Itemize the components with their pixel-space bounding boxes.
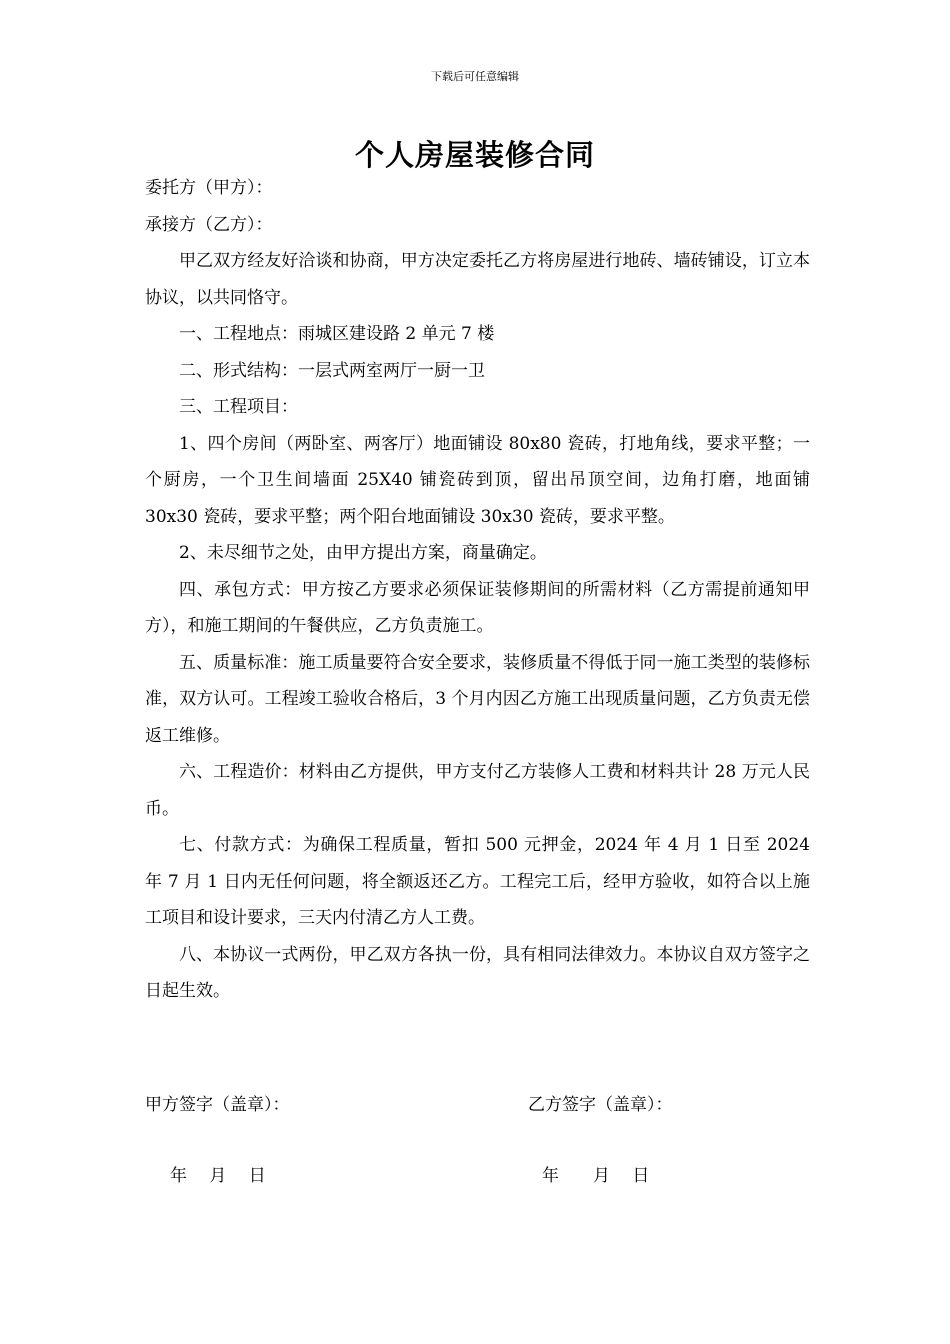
clause-payment: 七、付款方式：为确保工程质量，暂扣 500 元押金，2024 年 4 月 1 日至 2024 年 7 月 1 日内无任何问题，将全额返还乙方。工程完工后，经甲方验收，如符合以上施工项目和设计要求，三天内付清乙方人工费。	[145, 835, 810, 928]
party-a-date: 年 月 日	[170, 1166, 266, 1186]
clause-items-1: 1、四个房间（两卧室、两客厅）地面铺设 80x80 瓷砖，打地角线，要求平整；一个厨房，一个卫生间墙面 25X40 铺瓷砖到顶，留出吊顶空间，边角打磨，地面铺 30x30 瓷砖，要求平整；两个阳台地面铺设 30x30 瓷砖，要求平整。	[145, 433, 810, 527]
party-b-date: 年 月 日	[542, 1166, 650, 1186]
contract-body	[145, 170, 810, 1010]
clause-items: 三、工程项目：	[179, 397, 298, 417]
page-title: 个人房屋装修合同	[354, 138, 595, 172]
clause-quality: 五、质量标准：施工质量要符合安全要求，装修质量不得低于同一施工类型的装修标准，双方认可。工程竣工验收合格后，3 个月内因乙方施工出现质量问题，乙方负责无偿返工维修。	[145, 652, 810, 746]
clause-items-2: 2、未尽细节之处，由甲方提出方案，商量确定。	[179, 543, 547, 563]
clause-structure: 二、形式结构：一层式两室两厅一厨一卫	[179, 360, 485, 381]
clause-cost: 六、工程造价：材料由乙方提供，甲方支付乙方装修人工费和材料共计 28 万元人民币。	[145, 762, 810, 819]
client-line: 委托方（甲方）：	[145, 178, 273, 198]
party-b-signature-label: 乙方签字（盖章）：	[528, 1095, 673, 1115]
clause-contract-method: 四、承包方式：甲方按乙方要求必须保证装修期间的所需材料（乙方需提前通知甲方），和施工期间的午餐供应，乙方负责施工。	[145, 579, 810, 636]
intro-paragraph: 甲乙双方经友好洽谈和协商，甲方决定委托乙方将房屋进行地砖、墙砖铺设，订立本协议，以共同恪守。	[145, 251, 810, 308]
header-note: 下载后可任意编辑	[431, 70, 519, 83]
contractor-line: 承接方（乙方）：	[145, 214, 273, 235]
party-a-signature-label: 甲方签字（盖章）：	[145, 1095, 290, 1115]
clause-validity: 八、本协议一式两份，甲乙双方各执一份，具有相同法律效力。本协议自双方签字之日起生效。	[145, 944, 810, 1001]
clause-location: 一、工程地点：雨城区建设路 2 单元 7 楼	[179, 324, 495, 344]
